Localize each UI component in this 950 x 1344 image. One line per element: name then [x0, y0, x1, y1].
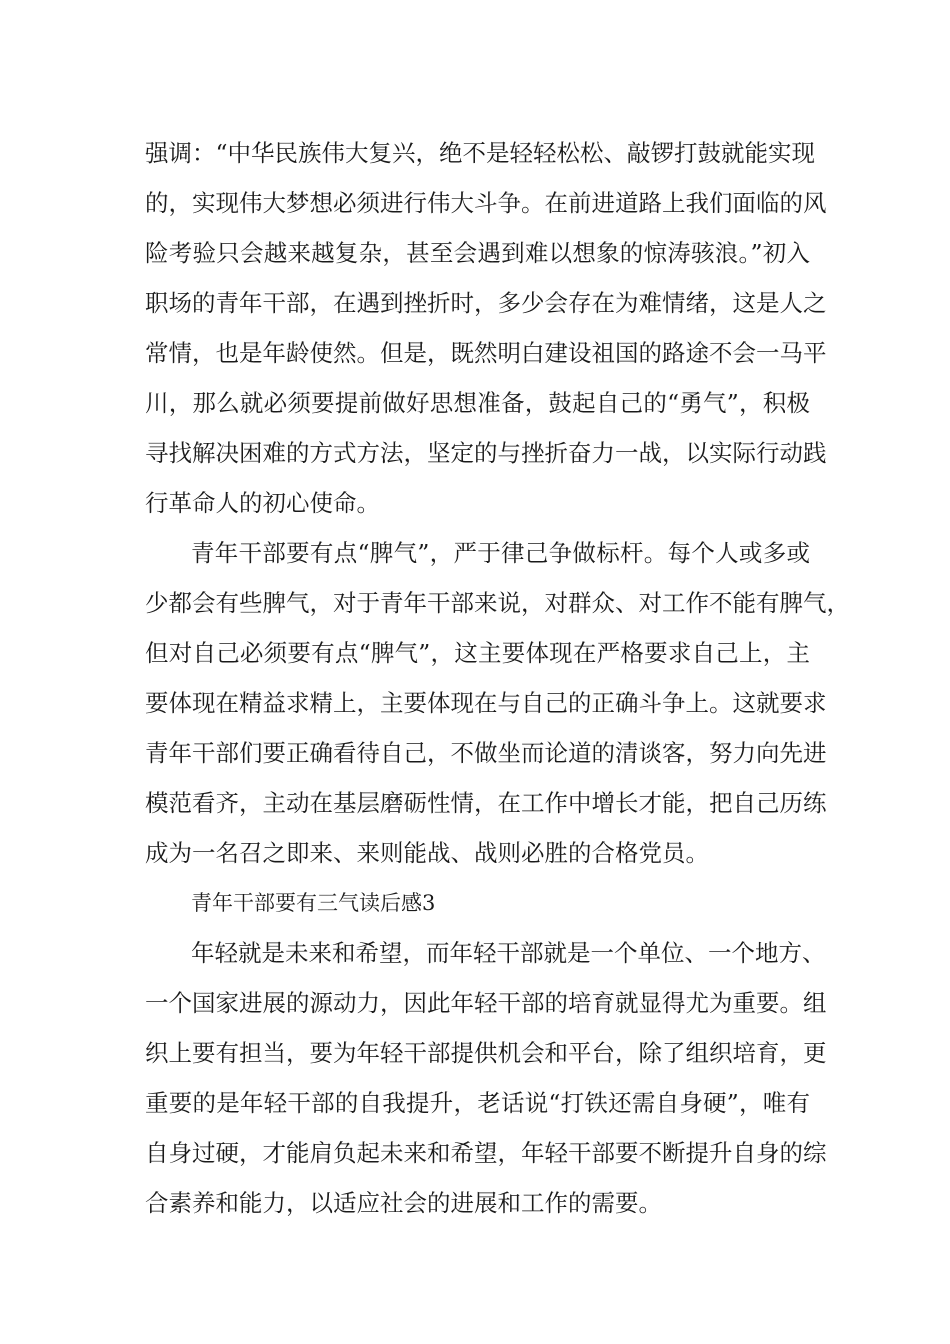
text-line: 的，实现伟大梦想必须进行伟大斗争。在前进道路上我们面临的风 [145, 189, 827, 217]
text-line: 行革命人的初心使命。 [145, 489, 380, 517]
text-line: 寻找解决困难的方式方法，坚定的与挫折奋力一战，以实际行动践 [145, 439, 827, 467]
text-line: 常情，也是年龄使然。但是，既然明白建设祖国的路途不会一马平 [145, 339, 827, 367]
text-line: 模范看齐，主动在基层磨砺性情，在工作中增长才能，把自己历练 [145, 789, 827, 817]
text-line: 少都会有些脾气，对于青年干部来说，对群众、对工作不能有脾气， [145, 589, 850, 617]
text-line: 合素养和能力，以适应社会的进展和工作的需要。 [145, 1189, 662, 1217]
text-line: 自身过硬，才能肩负起未来和希望，年轻干部要不断提升自身的综 [145, 1139, 827, 1167]
document-page [145, 128, 850, 1228]
text-line: 但对自己必须要有点“脾气”，这主要体现在严格要求自己上，主 [145, 639, 810, 667]
text-line: 要体现在精益求精上，主要体现在与自己的正确斗争上。这就要求 [145, 689, 827, 717]
text-line: 险考验只会越来越复杂，甚至会遇到难以想象的惊涛骇浪。”初入 [145, 239, 810, 267]
paragraph-2 [145, 528, 850, 878]
section-heading [145, 878, 810, 928]
text-line: 一个国家进展的源动力，因此年轻干部的培育就显得尤为重要。组 [145, 989, 827, 1017]
text-line: 重要的是年轻干部的自我提升，老话说“打铁还需自身硬”，唯有 [145, 1089, 810, 1117]
section-heading-text: 青年干部要有三气读后感3 [191, 891, 436, 915]
paragraph-1 [145, 128, 827, 528]
paragraph-3 [145, 928, 827, 1228]
text-line: 成为一名召之即来、来则能战、战则必胜的合格党员。 [145, 839, 709, 867]
text-line: 青年干部们要正确看待自己，不做坐而论道的清谈客，努力向先进 [145, 739, 827, 767]
text-line: 职场的青年干部，在遇到挫折时，多少会存在为难情绪，这是人之 [145, 289, 827, 317]
text-line: 青年干部要有点“脾气”，严于律己争做标杆。每个人或多或 [191, 539, 810, 567]
text-line: 强调：“中华民族伟大复兴，绝不是轻轻松松、敲锣打鼓就能实现 [145, 139, 816, 167]
text-line: 年轻就是未来和希望，而年轻干部就是一个单位、一个地方、 [191, 939, 826, 967]
text-line: 织上要有担当，要为年轻干部提供机会和平台，除了组织培育，更 [145, 1039, 827, 1067]
text-line: 川，那么就必须要提前做好思想准备，鼓起自己的“勇气”，积极 [145, 389, 810, 417]
